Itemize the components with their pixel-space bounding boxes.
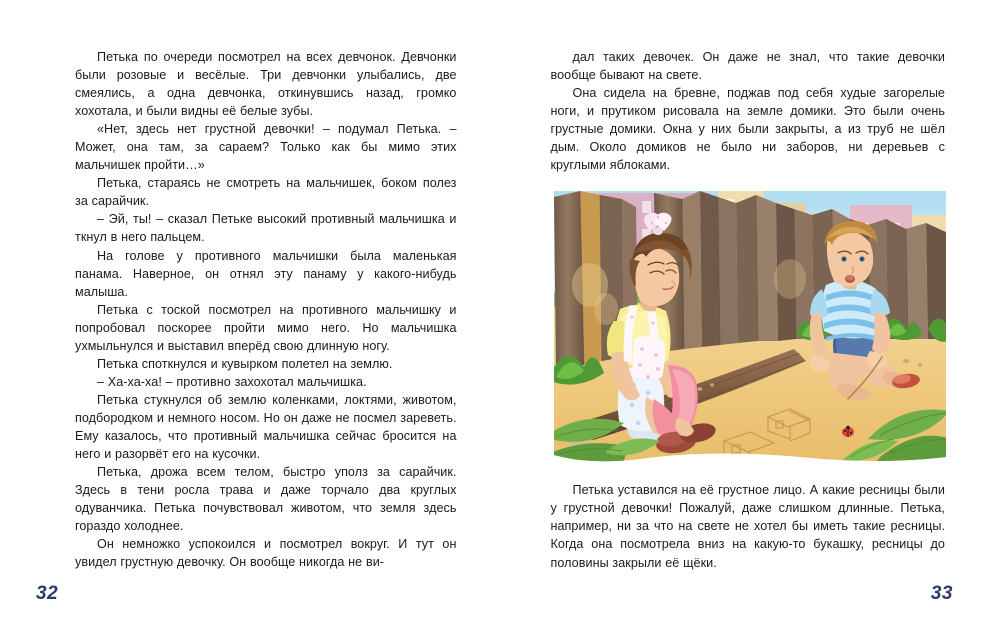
- right-page-text-top: [551, 48, 946, 174]
- paragraph: – Ха-ха-ха! – противно захохотал мальчишка.: [97, 374, 367, 389]
- paragraph: Петька стукнулся об землю коленками, локтями, животом, подбородком и немного носом. Но он даже не посмел зареветь. Ему казалось, что противный мальчишка сейчас бросится на него и разорвёт его на кусочки.: [75, 392, 457, 462]
- page-number-right: 33: [930, 583, 953, 604]
- paragraph: Петька с тоской посмотрел на противного мальчишку и попробовал поскорее пройти мимо него. Но мальчишка ухмыльнулся и выставил вперёд свою длинную ногу.: [75, 302, 457, 353]
- paragraph: Петька, дрожа всем телом, быстро уполз за сарайчик. Здесь в тени росла трава и даже торчало два круглых одуванчика. Петька почувствовал животом, что земля здесь гораздо холоднее.: [75, 465, 457, 534]
- paragraph: Он немножко успокоился и посмотрел вокруг. И тут он увидел грустную девочку. Он вообще никогда не ви-: [75, 537, 457, 570]
- paragraph: Петька, стараясь не смотреть на мальчишек, боком полез за сарайчик.: [75, 176, 457, 209]
- paragraph: «Нет, здесь нет грустной девочки! – подумал Петька. – Может, она там, за сараем? Только как бы мимо этих мальчишек пройти…»: [75, 122, 457, 173]
- paragraph: Петька уставился на её грустное лицо. А какие ресницы были у грустной девочки! Пожалуй, даже слишком длинные. Петька, например, ни за что на свете не хотел бы иметь такие ресницы. Когда она посмотрела вниз на какую-то букашку, ресницы до половины закрыли её щёки.: [550, 483, 945, 570]
- paragraph: Петька споткнулся и кувырком полетел на землю.: [97, 356, 393, 371]
- paragraph: – Эй, ты! – сказал Петьке высокий противный мальчишка и ткнул в него пальцем.: [75, 212, 457, 245]
- left-page-text-column: [75, 48, 457, 571]
- children-by-the-fence-illustration: [550, 189, 950, 465]
- right-page-text-bottom: [551, 481, 946, 571]
- paragraph: На голове у противного мальчишки была маленькая панама. Наверное, он отнял эту панаму у какого-нибудь малыша.: [75, 248, 457, 299]
- paragraph: дал таких девочек. Он даже не знал, что такие девочки вообще бывают на свете.: [550, 50, 945, 83]
- page-number-left: 32: [36, 583, 59, 604]
- right-page: [501, 0, 1001, 641]
- paragraph: Она сидела на бревне, поджав под себя худые загорелые ноги, и прутиком рисовала на земле домики. Это были очень грустные домики. Окна у них были закрыты, а из труб не шёл дым. Около домиков не было ни заборов, ни деревьев с круглыми яблоками.: [550, 86, 945, 173]
- paragraph: Петька по очереди посмотрел на всех девчонок. Девчонки были розовые и весёлые. Три девчонки улыбались, две смеялись, а одна девчонка, откинувшись назад, громко хохотала, и были видны её белые зубы.: [75, 50, 457, 119]
